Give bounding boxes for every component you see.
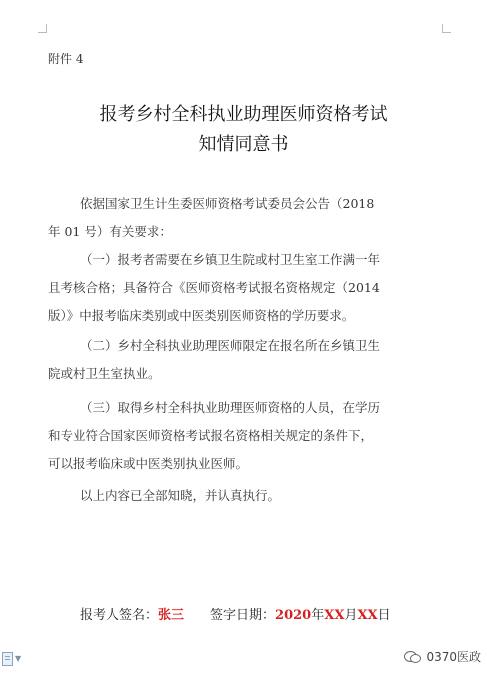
body-line: 院或村卫生室执业。 <box>48 366 161 381</box>
date-day: XX <box>357 608 378 623</box>
date-day-unit: 日 <box>377 608 391 623</box>
body-line: （三）取得乡村全科执业助理医师资格的人员，在学历 <box>80 400 381 415</box>
signature-row <box>80 604 391 623</box>
body-line: 年 01 号）有关要求： <box>48 224 172 239</box>
document-icon <box>2 652 13 666</box>
date-month: XX <box>324 608 345 623</box>
document-title-line2: 知情同意书 <box>198 134 289 155</box>
body-line: 且考核合格；具备符合《医师资格考试报名资格规定（2014 <box>48 280 380 295</box>
date-month-unit: 月 <box>344 608 358 623</box>
body-line: 可以报考临床或中医类别执业医师。 <box>48 456 249 471</box>
signer-label: 报考人签名： <box>80 608 159 623</box>
crop-mark-top-left <box>38 24 47 33</box>
body-line: （二）乡村全科执业助理医师限定在报名所在乡镇卫生 <box>80 338 381 353</box>
wechat-icon <box>404 650 422 664</box>
signer-name: 张三 <box>158 608 185 623</box>
document-title-line1: 报考乡村全科执业助理医师资格考试 <box>99 104 388 125</box>
chevron-down-icon: ▼ <box>15 654 22 663</box>
date-year-unit: 年 <box>311 608 325 623</box>
body-line: （一）报考者需要在乡镇卫生院或村卫生室工作满一年 <box>80 252 381 267</box>
body-line: 和专业符合国家医师资格考试报名资格相关规定的条件下， <box>48 428 374 443</box>
body-line: 依据国家卫生计生委医师资格考试委员会公告（2018 <box>80 196 375 211</box>
crop-mark-top-right <box>442 24 451 33</box>
watermark-text: 0370医政 <box>426 650 481 664</box>
date-year: 2020 <box>275 608 312 623</box>
body-line: 版）》中报考临床类别或中医类别医师资格的学历要求。 <box>48 308 355 323</box>
paste-options[interactable] <box>0 652 26 668</box>
watermark <box>404 648 481 665</box>
attachment-label: 附件 4 <box>48 52 84 66</box>
body-line: 以上内容已全部知晓，并认真执行。 <box>80 488 281 503</box>
date-label: 签字日期： <box>210 608 276 623</box>
